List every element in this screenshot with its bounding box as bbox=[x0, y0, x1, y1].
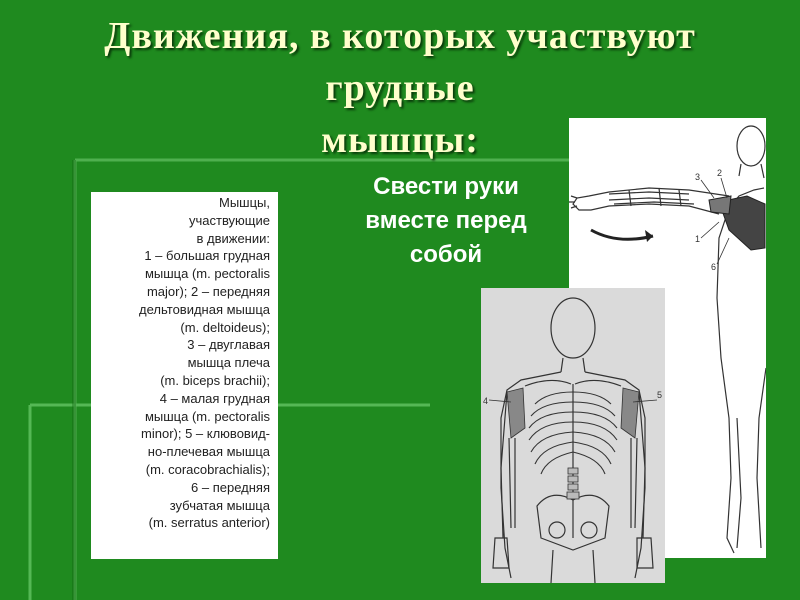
legend-line: дельтовидная мышца bbox=[139, 301, 270, 317]
movement-description bbox=[322, 170, 570, 272]
subtitle-line-1: Свести руки bbox=[373, 173, 519, 200]
arm-label-2: 2 bbox=[717, 168, 723, 178]
legend-line: зубчатая мышца bbox=[169, 497, 270, 513]
legend-line: major); 2 – передняя bbox=[146, 283, 270, 299]
legend-line: 4 – малая грудная bbox=[159, 390, 270, 406]
legend-line: в движении: bbox=[196, 230, 270, 246]
legend-line: 1 – большая грудная bbox=[144, 248, 270, 264]
title-line-3: мышцы: bbox=[321, 119, 479, 161]
legend-line: (m. biceps brachii); bbox=[160, 372, 270, 388]
torso-label-5: 5 bbox=[657, 390, 663, 400]
legend-line: Мышцы, bbox=[218, 195, 270, 210]
legend-line: (m. serratus anterior) bbox=[148, 515, 270, 531]
arm-label-3: 3 bbox=[695, 172, 701, 182]
title-line-2: грудные bbox=[325, 67, 475, 109]
arm-label-6: 6 bbox=[711, 262, 717, 272]
legend-line: мышца (m. pectoralis bbox=[144, 266, 270, 282]
legend-line: мышца плеча bbox=[187, 355, 270, 371]
torso-label-4: 4 bbox=[483, 396, 489, 406]
title-line-1: Движения, в которых участвуют bbox=[104, 15, 696, 57]
legend-line: (m. deltoideus); bbox=[180, 319, 270, 335]
legend-line: minor); 5 – клювовид- bbox=[141, 426, 270, 442]
subtitle-line-3: собой bbox=[409, 241, 483, 268]
muscle-legend-card bbox=[91, 192, 278, 559]
legend-line: (m. coracobrachialis); bbox=[145, 461, 270, 477]
subtitle-line-2: вместе перед bbox=[365, 207, 527, 234]
torso-skeleton-illustration bbox=[481, 288, 665, 583]
legend-line: 6 – передняя bbox=[191, 479, 270, 495]
legend-line: но-плечевая мышца bbox=[147, 444, 270, 460]
legend-line: мышца (m. pectoralis bbox=[144, 408, 270, 424]
legend-line: 3 – двуглавая bbox=[187, 337, 270, 353]
arm-label-1: 1 bbox=[695, 234, 701, 244]
legend-line: участвующие bbox=[188, 212, 270, 228]
